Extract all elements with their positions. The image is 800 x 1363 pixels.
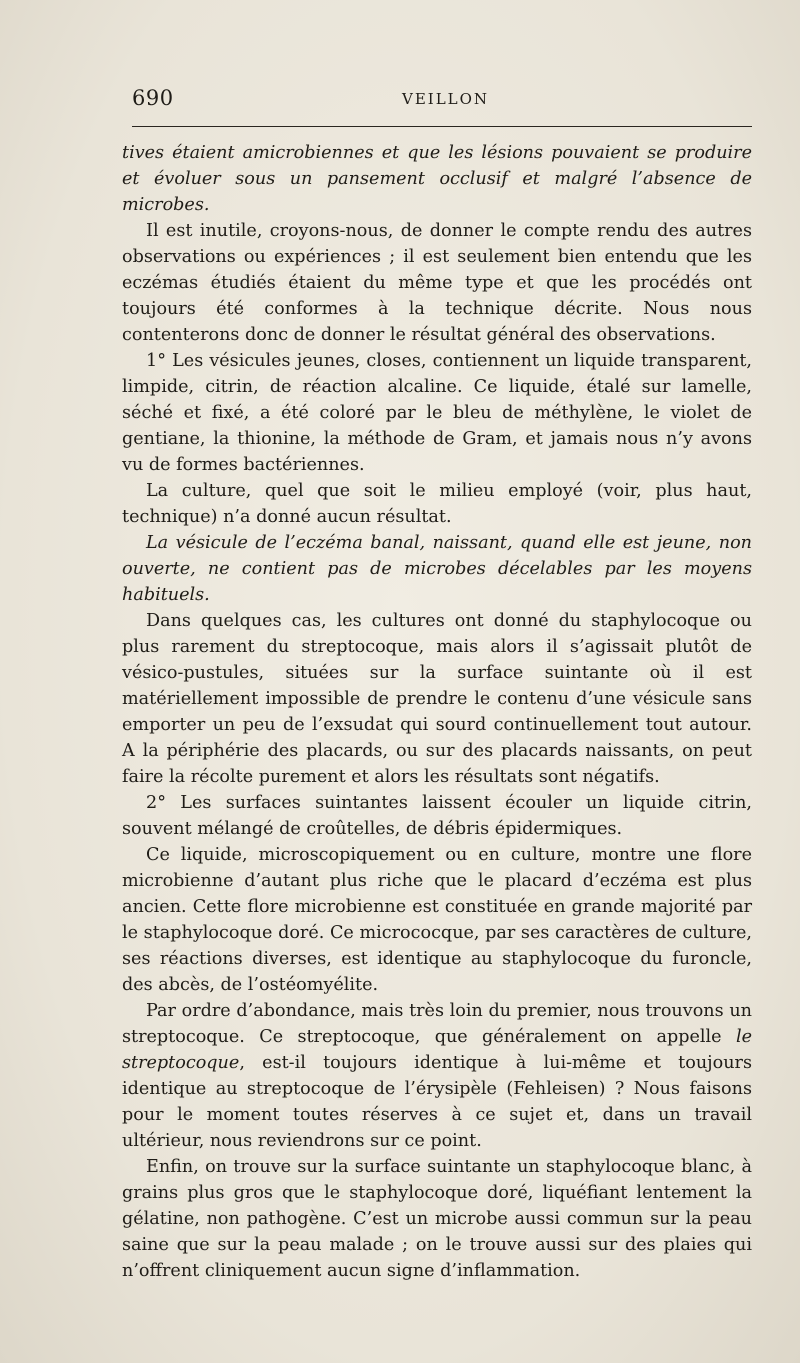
paragraph-text: Par ordre d’abondance, mais très loin du premier, nous trouvons un streptocoque. Ce streptocoque, que généralement on appelle	[122, 1001, 752, 1047]
page-header	[132, 86, 752, 116]
paragraph-text: 1° Les vésicules jeunes, closes, contiennent un liquide transparent, limpide, citrin, de réaction alcaline. Ce liquide, étalé sur lamelle, séché et fixé, a été coloré par le bleu de méthylène, le violet de gentiane, la thionine, la méthode de Gram, et jamais nous n’y avons vu de formes bactériennes.	[122, 351, 752, 475]
header-rule	[132, 126, 752, 127]
paragraph-text: Ce liquide, microscopiquement ou en culture, montre une flore microbienne d’autant plus riche que le placard d’eczéma est plus ancien. Cette flore microbienne est constituée en grande majorité par le staphylocoque doré. Ce micrococque, par ses caractères de culture, ses réactions diverses, est identique au staphylocoque du furoncle, des abcès, de l’ostéomyélite.	[122, 845, 752, 995]
paragraph-text: Enfin, on trouve sur la surface suintante un staphylocoque blanc, à grains plus gros que le staphylocoque doré, liquéfiant lentement la gélatine, non pathogène. C’est un microbe aussi commun sur la peau saine que sur la peau malade ; on le trouve aussi sur des plaies qui n’offrent cliniquement aucun signe d’inflammation.	[122, 1157, 752, 1281]
paragraph	[122, 348, 752, 478]
paragraph	[122, 842, 752, 998]
paragraph	[122, 478, 752, 530]
page-number: 690	[132, 86, 174, 110]
paragraph	[122, 998, 752, 1154]
paragraph-text: , est-il toujours identique à lui-même et toujours identique au streptocoque de l’érysipèle (Fehleisen) ? Nous faisons pour le moment toutes réserves à ce sujet et, dans un travail ultérieur, nous reviendrons sur ce point.	[122, 1053, 752, 1151]
paragraph	[122, 530, 752, 608]
paragraph-text: Dans quelques cas, les cultures ont donné du staphylocoque ou plus rarement du streptocoque, mais alors il s’agissait plutôt de vésico-pustules, situées sur la surface suintante où il est matériellement impossible de prendre le contenu d’une vésicule sans emporter un peu de l’exsudat qui sourd continuellement tout autour. A la périphérie des placards, ou sur des placards naissants, on peut faire la récolte purement et alors les résultats sont négatifs.	[122, 611, 752, 787]
paragraph-text: Il est inutile, croyons-nous, de donner le compte rendu des autres observations ou expériences ; il est seulement bien entendu que les eczémas étudiés étaient du même type et que les procédés ont toujours été conformes à la technique décrite. Nous nous contenterons donc de donner le résultat général des observations.	[122, 221, 752, 345]
paragraph-text-italic: tives étaient amicrobiennes et que les lésions pouvaient se produire et évoluer sous un pansement occlusif et malgré l’absence de microbes.	[122, 143, 752, 215]
paragraph	[122, 608, 752, 790]
paragraph	[122, 790, 752, 842]
paragraph	[122, 1154, 752, 1284]
paragraph	[122, 218, 752, 348]
running-head: VEILLON	[402, 90, 490, 108]
paragraph-text-italic: La vésicule de l’eczéma banal, naissant, quand elle est jeune, non ouverte, ne contient pas de microbes décelables par les moyens habituels.	[122, 533, 752, 605]
paragraph	[122, 140, 752, 218]
paragraph-text: 2° Les surfaces suintantes laissent écouler un liquide citrin, souvent mélangé de croûtelles, de débris épidermiques.	[122, 793, 752, 839]
paragraph-text: La culture, quel que soit le milieu employé (voir, plus haut, technique) n’a donné aucun résultat.	[122, 481, 752, 527]
paragraph-text-italic: le streptocoque	[122, 1027, 752, 1073]
body-text	[122, 140, 752, 1284]
